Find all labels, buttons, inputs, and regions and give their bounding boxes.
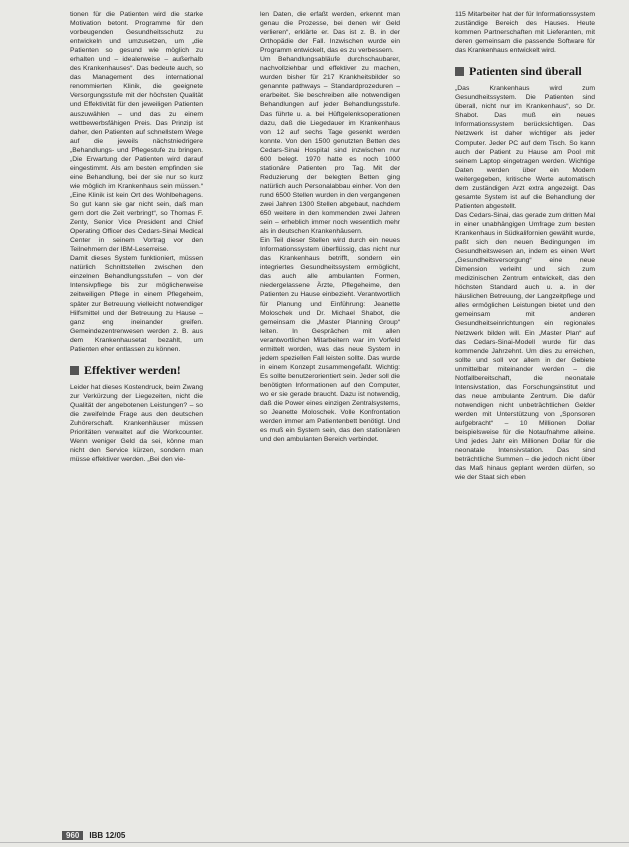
page-footer <box>62 831 125 840</box>
text-column-1 <box>70 10 203 464</box>
body-paragraph: len Daten, die erfaßt werden, erkennt man genau die Prozesse, bei denen wir Geld verlieren“, erklärte er. Das ist z. B. in der Orthopädie der Fall. Inzwischen wurde ein Programm entwickelt, das es zu verbessern. <box>260 11 400 55</box>
body-paragraph: Damit dieses System funktioniert, müssen natürlich Schnittstellen zwischen den einzelnen Behandlungsstufen – von der Intensivpflege bis zur möglicherweise zeitweiligen Pflege in einem Pflegeheim, später zur Betreuung vielleicht notwendiger Hilfsmittel und der Betreuung zu Hause – ganz eng ineinander greifen. Gemeindezentrenwesen werden z. B. aus dem Krankenhausetat bezahlt, um Patienten eher entlassen zu können. <box>70 255 203 353</box>
section-heading <box>455 65 595 78</box>
magazine-issue: IBB 12/05 <box>89 831 126 840</box>
body-paragraph: Ein Teil dieser Stellen wird durch ein neues Informationssystem überflüssig, das nicht nur das Krankenhaus betrifft, sondern ein integriertes Gesundheitssystem ermöglicht, das auch alle ambulanten Formen, niedergelassene Ärzte, Pflegeheime, den Patienten zu Hause einbezieht. Verantwortlich für Planung und Einführung: Jeanette Moloschek und Dr. Michael Shabot, die gemeinsam die „Master Planning Group“ leiten. In Gesprächen mit allen verantwortlichen Mitarbeitern war im Vorfeld ermittelt worden, was das neue System in jedem speziellen Fall leisten sollte. Das wurde in einem Konzept zusammengefaßt. Wichtig: Es sollte benutzerorientiert sein. Jeder soll die benötigten Informationen auf den Computer, wo er sie gerade braucht. Dazu ist notwendig, daß die Power eines einzigen Zentralsystems, so Jeanette Moloschek. Volle Konfrontation werden immer am Patientenbett benötigt. Und es muß ein System sein, das den stationären und den ambulanten Bereich verbindet. <box>260 237 400 444</box>
bottom-rule <box>0 842 629 843</box>
body-paragraph: Leider hat dieses Kostendruck, beim Zwang zur Verkürzung der Liegezeiten, nicht die Qualität der angebotenen Leistungen? – so die zweifelnde Frage aus den deutschen Zuhörerschaft. Krankenhäuser müssen Prioritäten verwaltet auf die Workcounter. Wenn weniger Geld da sei, könne man nicht den Service kürzen, sondern man müsse effektiver werden. „Bei den vie- <box>70 383 203 464</box>
page-number: 960 <box>62 831 83 840</box>
text-column-2 <box>260 10 400 444</box>
body-paragraph: 115 Mitarbeiter hat der für Informationssystem zuständige Bereich des Hauses. Heute kommen Partnerschaften mit Lieferanten, mit deren gemeinsam die passende Software für das Krankenhaus entwickelt wird. <box>455 11 595 55</box>
body-paragraph: tionen für die Patienten wird die starke Motivation betont. Programme für den vorbeugenden Gesundheitsschutz zu entwickeln und umzusetzen, um „die Patienten so gesund wie möglich zu erhalten und – idealerweise – außerhalb des Krankenhauses“. Das bedeute auch, so das Management des international renommierten Klinik, die geeignete Versorgungsstufe mit der höchsten Qualität und Effektivität für den jeweiligen Patienten auszuwählen – und das zu einem wettbewerbsfähigen Preis. Das Prinzip ist daher, den Patienten auf schnellstem Wege auf die jeweils nächstniedrigere „Behandlungs- und Pflegestufe zu bringen. „Die Erwartung der Patienten wird darauf eingestimmt. Als am besten empfinden sie eine Behandlung, bei der sie nur so kurz wie möglich im Krankenhaus sein müssen.“ „Eine Klinik ist kein Ort des Wohlbehagens. So gut kann sie gar nicht sein, daß man gern dort die Zeit verbringt“, so Thomas F. Zenty, Senior Vice President and Chief Operating Officer des Cedars-Sinai Medical Center in seinem Vortrag vor den Teilnehmern der IBM-Leserreise. <box>70 11 203 254</box>
body-paragraph: Das Cedars-Sinai, das gerade zum dritten Mal in einer unabhängigen Umfrage zum besten Krankenhaus in Südkalifornien gewählt wurde, paßt sich den neuen Bedingungen im Gesundheitswesen an, indem es einen Wert „Gesundheitsversorgung“ eine neue Dimension verleiht und sich zum medizinischen Zentrum entwickelt, das den höchsten Standard auch u. a. in der häuslichen Betreuung, der Langzeitpflege und alles ermöglichen Leistungen bietet und den gemeinsam mit anderen Gesundheitseinrichtungen ein regionales Netzwerk bilden will. Ein „Master Plan“ auf das Cedars-Sinai-Modell wurde für das kommende Jahrzehnt. Um dies zu erreichen, sollte und soll vor allem in der Gebiete unmittelbar miteinander werden – die Notfallbereitschaft, die neonatale Intensivstation, das Forschungsinstitut und das neue ambulante Zentrum. Die dafür notwendigen nicht unbeträchtlichen Gelder werden mit Unterstützung von „Sponsoren aufgebracht“ – 10 Millionen Dollar beispielsweise für die Notaufnahme alleine. Und jedes Jahr ein Millionen Dollar für die neonatale Intensivstation. Das sind beträchtliche Summen – die jedoch nicht über das Maß hinaus geplant werden dürfen, so wie der Staat sich eben <box>455 211 595 482</box>
body-paragraph: „Das Krankenhaus wird zum Gesundheitssystem. Die Patienten sind überall, nicht nur im Krankenhaus“, so Dr. Shabot. Das muß ein neues Informationssystem berücksichtigen. Das Netzwerk ist daher wichtiger als jeder Computer. Jeder PC auf dem Tisch. So kann auch der Patient zu Hause am Pool mit seinem Laptop eingetragen werden. Wichtige Daten werden über ein Modem weitergegeben, kritische Werte automatisch dem zuständigen Arzt extra angezeigt. Das gesamte System ist auf die Behandlung der Patienten abgestellt. <box>455 85 595 210</box>
heading-marker-icon <box>70 366 79 375</box>
heading-text: Patienten sind überall <box>469 64 582 79</box>
section-heading <box>70 364 203 377</box>
heading-marker-icon <box>455 67 464 76</box>
text-column-3 <box>455 10 595 482</box>
heading-text: Effektiver werden! <box>84 362 181 377</box>
body-paragraph: Um Behandlungsabläufe durchschaubarer, nachvollziehbar und effektiver zu machen, wurden bisher für 217 Krankheitsbilder so genannte pathways – Standardprozeduren – erarbeitet. Sie beschreiben alle notwendigen Behandlungen auf jeder Behandlungsstufe. Das führte u. a. bei Hüftgelenksoperationen dazu, daß die Liegedauer im Krankenhaus von 12 auf sechs Tage gesenkt werden konnte. Von den 1500 genutzten Betten des Cedars-Sinai Hospital sind inzwischen nur 600 belegt. 1970 hatte es noch 1000 stationäre Patienten pro Tag. Mit der Reduzierung der belegten Betten ging natürlich auch Personalabbau einher. Von den rund 6500 Stellen wurden in den vergangenen zwei Jahren 1300 Stellen abgebaut, nachdem 650 weitere in den kommenden zwei Jahren sein – erheblich immer noch wesentlich mehr als in deutschen Krankenhäusern. <box>260 56 400 236</box>
